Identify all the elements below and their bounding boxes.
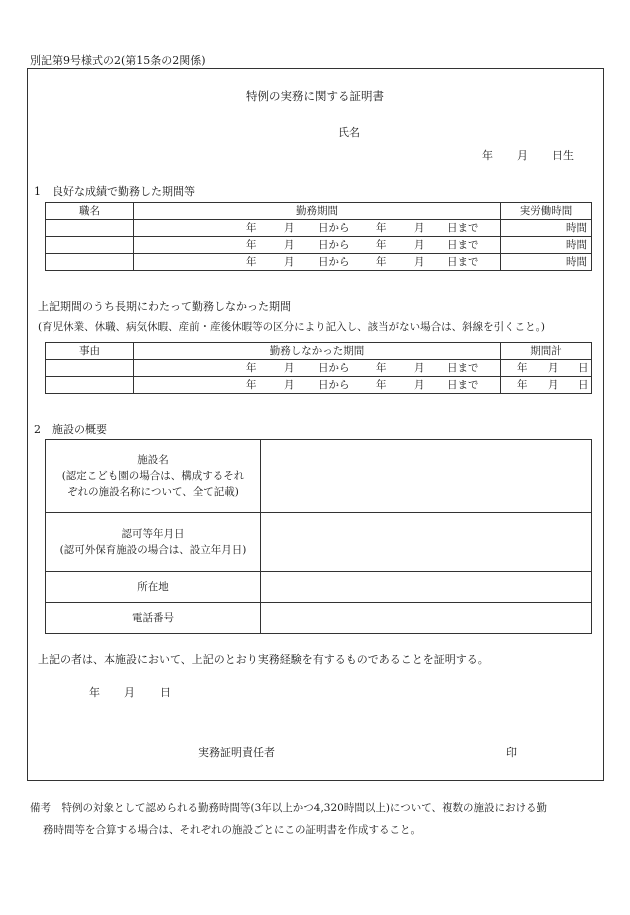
- facility-name-note-1: (認定こども園の場合は、構成するそれ: [61, 470, 245, 482]
- seal-label: 印: [506, 746, 517, 759]
- facility-name-value[interactable]: [261, 440, 592, 513]
- certifier-label: 実務証明責任者: [198, 746, 275, 759]
- position-cell[interactable]: [46, 220, 134, 237]
- header-absence-period: 勤務しなかった期間: [134, 343, 501, 360]
- table-row: [46, 237, 592, 254]
- address-label: 所在地: [46, 572, 261, 603]
- period-cell[interactable]: 年 月 日から 年 月 日まで: [134, 377, 501, 394]
- form-reference: 別記第9号様式の2(第15条の2関係): [30, 54, 206, 67]
- cert-day-label: 日: [160, 686, 171, 699]
- approval-date-note: (認可外保育施設の場合は、設立年月日): [59, 544, 247, 556]
- period-cell[interactable]: 年 月 日から 年 月 日まで: [134, 220, 501, 237]
- position-cell[interactable]: [46, 254, 134, 271]
- address-value[interactable]: [261, 572, 592, 603]
- period-cell[interactable]: 年 月 日から 年 月 日まで: [134, 237, 501, 254]
- total-cell[interactable]: 年 月 日: [501, 377, 592, 394]
- absence-note: (育児休業、休職、病気休暇、産前・産後休暇等の区分により記入し、該当がない場合は、斜線を引くこと。): [38, 321, 545, 333]
- work-period-table: [45, 202, 592, 271]
- header-position: 職名: [46, 203, 134, 220]
- form-title: 特例の実務に関する証明書: [246, 89, 384, 103]
- remarks-line-2: 務時間等を合算する場合は、それぞれの施設ごとにこの証明書を作成すること。: [43, 824, 421, 836]
- header-hours: 実労働時間: [501, 203, 592, 220]
- absence-heading: 上記期間のうち長期にわたって勤務しなかった期間: [38, 300, 291, 313]
- facility-name-note-2: ぞれの施設名称について、全て記載): [67, 486, 239, 498]
- cert-year-label: 年: [89, 686, 100, 699]
- facility-name-label: 施設名: [137, 454, 169, 466]
- cert-month-label: 月: [124, 686, 135, 699]
- period-cell[interactable]: 年 月 日から 年 月 日まで: [134, 360, 501, 377]
- form-frame: [27, 68, 604, 781]
- phone-row: [46, 603, 592, 634]
- birth-month-label: 月: [517, 149, 528, 162]
- period-cell[interactable]: 年 月 日から 年 月 日まで: [134, 254, 501, 271]
- remarks-line-1: 備考 特例の対象として認められる勤務時間等(3年以上かつ4,320時間以上)について、複数の施設における勤: [30, 802, 548, 814]
- section2-heading: 2 施設の概要: [34, 423, 107, 436]
- position-cell[interactable]: [46, 237, 134, 254]
- table-row: [46, 254, 592, 271]
- approval-date-row: [46, 513, 592, 572]
- approval-date-value[interactable]: [261, 513, 592, 572]
- certification-statement: 上記の者は、本施設において、上記のとおり実務経験を有するものであることを証明する。: [38, 653, 489, 666]
- table-header-row: [46, 343, 592, 360]
- header-period: 勤務期間: [134, 203, 501, 220]
- facility-table: [45, 439, 592, 634]
- table-row: [46, 360, 592, 377]
- phone-value[interactable]: [261, 603, 592, 634]
- table-header-row: [46, 203, 592, 220]
- phone-label: 電話番号: [46, 603, 261, 634]
- section1-heading: 1 良好な成績で勤務した期間等: [34, 185, 195, 198]
- table-row: [46, 377, 592, 394]
- approval-date-label-cell: [46, 513, 261, 572]
- hours-cell[interactable]: 時間: [501, 237, 592, 254]
- approval-date-label: 認可等年月日: [121, 528, 185, 540]
- hours-cell[interactable]: 時間: [501, 254, 592, 271]
- total-cell[interactable]: 年 月 日: [501, 360, 592, 377]
- birth-year-label: 年: [482, 149, 493, 162]
- facility-name-label-cell: [46, 440, 261, 513]
- table-row: [46, 220, 592, 237]
- address-row: [46, 572, 592, 603]
- absence-table: [45, 342, 592, 394]
- birth-day-label: 日生: [552, 149, 574, 162]
- facility-name-row: [46, 440, 592, 513]
- header-reason: 事由: [46, 343, 134, 360]
- hours-cell[interactable]: 時間: [501, 220, 592, 237]
- header-total: 期間計: [501, 343, 592, 360]
- reason-cell[interactable]: [46, 360, 134, 377]
- reason-cell[interactable]: [46, 377, 134, 394]
- name-label: 氏名: [338, 126, 360, 139]
